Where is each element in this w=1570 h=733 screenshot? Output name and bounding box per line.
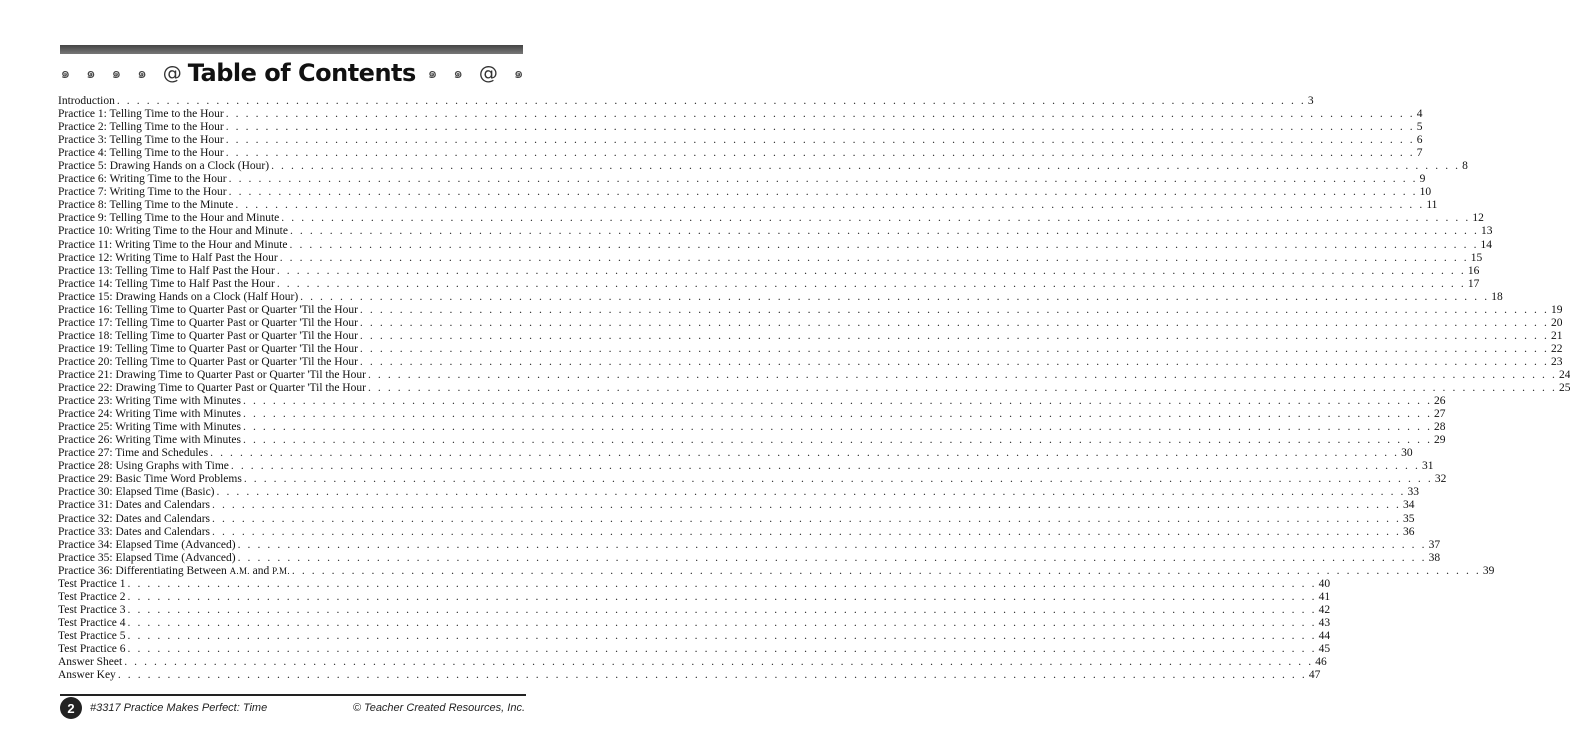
toc-leader-dots: . . . . . . . . . . . . . . . . . . . . . . . . . . . . . . . . . . . . . . . . . . . . . . . . . . . . . . . . . . . . . . . . . . . . . . . . . . . . . . . . . . . . . . . . . . . . . . . . . . . . . . . . . . . . . . . . . . . . . . . . [124,656,1314,669]
toc-entry [58,355,1563,369]
toc-entry [58,447,1413,460]
toc-leader-dots: . . . . . . . . . . . . . . . . . . . . . . . . . . . . . . . . . . . . . . . . . . . . . . . . . . . . . . . . . . . . . . . . . . . . . . . . . . . . . . . . . . . . . . . . . . . . . . . . . . . . . . . . . . . . . . . . . . . . . . . . [228,186,1418,199]
toc-entry-page: 3 [1307,95,1314,107]
swirl-big-icon: @ [478,61,498,84]
toc-entry [58,121,1423,134]
toc-entry-page: 4 [1416,108,1423,121]
toc-entry [58,564,1495,578]
toc-entry-label: Practice 2: Telling Time to the Hour [58,121,224,134]
toc-entry-label: Practice 33: Dates and Calendars [58,525,210,538]
toc-entry-page: 45 [1318,642,1331,655]
toc-entry [58,212,1484,225]
toc-entry [58,499,1415,512]
toc-entry-label: Practice 15: Drawing Hands on a Clock (Half Hour) [58,290,299,303]
toc-entry-label: Practice 8: Telling Time to the Minute [58,199,234,212]
page-number-badge [60,697,82,719]
header-rule [60,45,523,54]
toc-entry-page: 18 [1491,290,1503,303]
toc-entry [58,238,1493,252]
toc-leader-dots: . . . . . . . . . . . . . . . . . . . . . . . . . . . . . . . . . . . . . . . . . . . . . . . . . . . . . . . . . . . . . . . . . . . . . . . . . . . . . . . . . . . . . . . . . . . . . . . . . . . . . . . . . . . . . . . . . . . . . . . . [243,434,1433,447]
toc-leader-dots: . . . . . . . . . . . . . . . . . . . . . . . . . . . . . . . . . . . . . . . . . . . . . . . . . . . . . . . . . . . . . . . . . . . . . . . . . . . . . . . . . . . . . . . . . . . . . . . . . . . . . . . . . . . . . . . . . . . . . . . . [281,212,1471,225]
toc-entry [58,669,1321,682]
page-number: 2 [67,700,75,716]
toc-entry [58,160,1468,173]
toc-entry-label: Practice 14: Telling Time to Half Past the Hour [58,277,275,290]
toc-entry-page: 25 [1558,382,1570,395]
toc-leader-dots: . . . . . . . . . . . . . . . . . . . . . . . . . . . . . . . . . . . . . . . . . . . . . . . . . . . . . . . . . . . . . . . . . . . . . . . . . . . . . . . . . . . . . . . . . . . . . . . . . . . . . . . . . . . . . . . . . . . . . . . . [127,577,1317,590]
footer-rule [60,694,526,696]
toc-entry-label: Practice 12: Writing Time to Half Past the Hour [58,251,278,264]
table-of-contents [58,95,1570,682]
toc-leader-dots: . . . . . . . . . . . . . . . . . . . . . . . . . . . . . . . . . . . . . . . . . . . . . . . . . . . . . . . . . . . . . . . . . . . . . . . . . . . . . . . . . . . . . . . . . . . . . . . . . . . . . . . . . . . . . . . . . . . . . . . . [300,290,1490,303]
toc-leader-dots: . . . . . . . . . . . . . . . . . . . . . . . . . . . . . . . . . . . . . . . . . . . . . . . . . . . . . . . . . . . . . . . . . . . . . . . . . . . . . . . . . . . . . . . . . . . . . . . . . . . . . . . . . . . . . . . . . . . . . . . . [243,473,1433,486]
toc-entry-page: 12 [1472,212,1484,225]
toc-entry-page: 23 [1550,355,1563,368]
toc-leader-dots: . . . . . . . . . . . . . . . . . . . . . . . . . . . . . . . . . . . . . . . . . . . . . . . . . . . . . . . . . . . . . . . . . . . . . . . . . . . . . . . . . . . . . . . . . . . . . . . . . . . . . . . . . . . . . . . . . . . . . . . . [212,525,1402,538]
toc-entry-page: 43 [1318,616,1331,629]
toc-entry [58,251,1483,265]
toc-leader-dots: . . . . . . . . . . . . . . . . . . . . . . . . . . . . . . . . . . . . . . . . . . . . . . . . . . . . . . . . . . . . . . . . . . . . . . . . . . . . . . . . . . . . . . . . . . . . . . . . . . . . . . . . . . . . . . . . . . . . . . . . [212,499,1402,512]
toc-leader-dots: . . . . . . . . . . . . . . . . . . . . . . . . . . . . . . . . . . . . . . . . . . . . . . . . . . . . . . . . . . . . . . . . . . . . . . . . . . . . . . . . . . . . . . . . . . . . . . . . . . . . . . . . . . . . . . . . . . . . . . . . [359,342,1549,355]
toc-entry-page: 47 [1308,669,1321,682]
toc-entry-label: Answer Sheet [58,656,123,669]
toc-leader-dots: . . . . . . . . . . . . . . . . . . . . . . . . . . . . . . . . . . . . . . . . . . . . . . . . . . . . . . . . . . . . . . . . . . . . . . . . . . . . . . . . . . . . . . . . . . . . . . . . . . . . . . . . . . . . . . . . . . . . . . . . [279,251,1469,264]
toc-entry [58,382,1570,395]
right-swirl-group [427,61,524,84]
toc-entry-page: 20 [1550,316,1563,329]
toc-entry [58,590,1331,604]
page-title: Table of Contents [187,59,416,87]
toc-entry-label: Test Practice 6 [58,642,126,655]
toc-entry-label: Practice 34: Elapsed Time (Advanced) [58,538,236,551]
toc-entry [58,629,1331,643]
toc-entry [58,329,1563,343]
swirl-icon: ๑ [137,63,147,82]
toc-entry-label: Test Practice 1 [58,577,126,590]
toc-entry-page: 13 [1480,225,1493,238]
toc-entry [58,577,1331,591]
toc-entry-label: Practice 4: Telling Time to the Hour [58,147,224,160]
toc-entry-page: 33 [1407,486,1420,499]
toc-entry [58,303,1563,317]
toc-entry-label: Practice 24: Writing Time with Minutes [58,408,242,421]
toc-entry-page: 9 [1419,173,1426,186]
page-header [52,58,532,88]
toc-entry-label: Practice 9: Telling Time to the Hour and Minute [58,212,280,225]
toc-leader-dots: . . . . . . . . . . . . . . . . . . . . . . . . . . . . . . . . . . . . . . . . . . . . . . . . . . . . . . . . . . . . . . . . . . . . . . . . . . . . . . . . . . . . . . . . . . . . . . . . . . . . . . . . . . . . . . . . . . . . . . . . [116,95,1306,107]
toc-entry [58,225,1493,238]
toc-entry-page: 24 [1558,368,1570,381]
toc-entry [58,642,1331,656]
toc-entry [58,368,1570,382]
toc-leader-dots: . . . . . . . . . . . . . . . . . . . . . . . . . . . . . . . . . . . . . . . . . . . . . . . . . . . . . . . . . . . . . . . . . . . . . . . . . . . . . . . . . . . . . . . . . . . . . . . . . . . . . . . . . . . . . . . . . . . . . . . . [237,538,1427,551]
swirl-icon: ๑ [513,63,524,82]
toc-entry-page: 40 [1318,577,1331,590]
toc-entry-label: Test Practice 3 [58,603,126,616]
toc-entry-page: 14 [1480,238,1493,251]
toc-entry [58,460,1434,473]
toc-entry-page: 29 [1434,434,1446,447]
toc-entry-label: Practice 35: Elapsed Time (Advanced) [58,551,236,564]
toc-entry-page: 28 [1434,421,1446,434]
footer-copyright: © Teacher Created Resources, Inc. [352,702,525,714]
toc-entry-label: Test Practice 2 [58,590,126,603]
toc-leader-dots: . . . . . . . . . . . . . . . . . . . . . . . . . . . . . . . . . . . . . . . . . . . . . . . . . . . . . . . . . . . . . . . . . . . . . . . . . . . . . . . . . . . . . . . . . . . . . . . . . . . . . . . . . . . . . . . . . . . . . . . . [276,264,1466,277]
toc-entry-label: Practice 25: Writing Time with Minutes [58,421,242,434]
toc-entry-label: Practice 28: Using Graphs with Time [58,460,229,473]
toc-leader-dots: . . . . . . . . . . . . . . . . . . . . . . . . . . . . . . . . . . . . . . . . . . . . . . . . . . . . . . . . . . . . . . . . . . . . . . . . . . . . . . . . . . . . . . . . . . . . . . . . . . . . . . . . . . . . . . . . . . . . . . . . [367,368,1557,381]
toc-entry-label: Practice 7: Writing Time to the Hour [58,186,227,199]
toc-leader-dots: . . . . . . . . . . . . . . . . . . . . . . . . . . . . . . . . . . . . . . . . . . . . . . . . . . . . . . . . . . . . . . . . . . . . . . . . . . . . . . . . . . . . . . . . . . . . . . . . . . . . . . . . . . . . . . . . . . . . . . . . [243,395,1433,408]
toc-entry [58,603,1331,617]
left-swirl-group [60,61,182,84]
toc-entry-page: 8 [1462,160,1468,173]
toc-entry [58,656,1327,669]
toc-entry [58,108,1423,121]
toc-leader-dots: . . . . . . . . . . . . . . . . . . . . . . . . . . . . . . . . . . . . . . . . . . . . . . . . . . . . . . . . . . . . . . . . . . . . . . . . . . . . . . . . . . . . . . . . . . . . . . . . . . . . . . . . . . . . . . . . . . . . . . . . [225,121,1415,134]
toc-entry-page: 42 [1318,603,1331,616]
toc-leader-dots: . . . . . . . . . . . . . . . . . . . . . . . . . . . . . . . . . . . . . . . . . . . . . . . . . . . . . . . . . . . . . . . . . . . . . . . . . . . . . . . . . . . . . . . . . . . . . . . . . . . . . . . . . . . . . . . . . . . . . . . . [243,421,1433,434]
toc-entry-label: Answer Key [58,669,116,682]
toc-leader-dots: . . . . . . . . . . . . . . . . . . . . . . . . . . . . . . . . . . . . . . . . . . . . . . . . . . . . . . . . . . . . . . . . . . . . . . . . . . . . . . . . . . . . . . . . . . . . . . . . . . . . . . . . . . . . . . . . . . . . . . . . [127,603,1317,616]
toc-leader-dots: . . . . . . . . . . . . . . . . . . . . . . . . . . . . . . . . . . . . . . . . . . . . . . . . . . . . . . . . . . . . . . . . . . . . . . . . . . . . . . . . . . . . . . . . . . . . . . . . . . . . . . . . . . . . . . . . . . . . . . . . [291,564,1481,577]
toc-entry [58,486,1420,499]
toc-entry-label: Practice 18: Telling Time to Quarter Past or Quarter 'Til the Hour [58,329,358,342]
toc-entry-label: Practice 17: Telling Time to Quarter Past or Quarter 'Til the Hour [58,316,358,329]
toc-leader-dots: . . . . . . . . . . . . . . . . . . . . . . . . . . . . . . . . . . . . . . . . . . . . . . . . . . . . . . . . . . . . . . . . . . . . . . . . . . . . . . . . . . . . . . . . . . . . . . . . . . . . . . . . . . . . . . . . . . . . . . . . [271,160,1461,173]
toc-entry-page: 44 [1318,629,1331,642]
toc-entry-page: 32 [1434,473,1447,486]
swirl-icon: ๑ [453,63,463,82]
toc-entry-page: 30 [1401,447,1413,460]
toc-entry [58,551,1441,565]
toc-entry [58,186,1432,199]
toc-entry-page: 36 [1403,525,1415,538]
toc-entry-label: Practice 30: Elapsed Time (Basic) [58,486,215,499]
toc-entry-page: 21 [1550,329,1563,342]
swirl-big-icon: @ [162,61,182,84]
toc-entry-label: Practice 5: Drawing Hands on a Clock (Hour) [58,160,270,173]
toc-entry [58,173,1426,186]
toc-entry-label: Practice 36: Differentiating Between A.M. and P.M. [58,564,290,577]
toc-entry-page: 6 [1416,134,1423,147]
toc-entry-label: Test Practice 4 [58,616,126,629]
toc-leader-dots: . . . . . . . . . . . . . . . . . . . . . . . . . . . . . . . . . . . . . . . . . . . . . . . . . . . . . . . . . . . . . . . . . . . . . . . . . . . . . . . . . . . . . . . . . . . . . . . . . . . . . . . . . . . . . . . . . . . . . . . . [237,551,1427,564]
toc-entry [58,421,1446,434]
toc-entry [58,95,1314,108]
toc-entry-label: Practice 16: Telling Time to Quarter Past or Quarter 'Til the Hour [58,303,358,316]
toc-entry-label: Practice 20: Telling Time to Quarter Past or Quarter 'Til the Hour [58,355,358,368]
toc-entry-page: 19 [1550,303,1563,316]
toc-entry-page: 39 [1482,564,1495,577]
toc-entry-label: Practice 3: Telling Time to the Hour [58,134,224,147]
toc-entry-label: Practice 22: Drawing Time to Quarter Past or Quarter 'Til the Hour [58,382,366,395]
toc-entry [58,290,1503,304]
toc-entry-label: Introduction [58,95,115,107]
toc-entry [58,134,1423,147]
toc-leader-dots: . . . . . . . . . . . . . . . . . . . . . . . . . . . . . . . . . . . . . . . . . . . . . . . . . . . . . . . . . . . . . . . . . . . . . . . . . . . . . . . . . . . . . . . . . . . . . . . . . . . . . . . . . . . . . . . . . . . . . . . . [359,329,1549,342]
toc-leader-dots: . . . . . . . . . . . . . . . . . . . . . . . . . . . . . . . . . . . . . . . . . . . . . . . . . . . . . . . . . . . . . . . . . . . . . . . . . . . . . . . . . . . . . . . . . . . . . . . . . . . . . . . . . . . . . . . . . . . . . . . . [127,616,1317,629]
toc-entry-page: 7 [1416,147,1423,160]
toc-entry-page: 34 [1403,499,1415,512]
toc-entry-label: Practice 10: Writing Time to the Hour and Minute [58,225,288,238]
toc-leader-dots: . . . . . . . . . . . . . . . . . . . . . . . . . . . . . . . . . . . . . . . . . . . . . . . . . . . . . . . . . . . . . . . . . . . . . . . . . . . . . . . . . . . . . . . . . . . . . . . . . . . . . . . . . . . . . . . . . . . . . . . . [276,277,1466,290]
toc-leader-dots: . . . . . . . . . . . . . . . . . . . . . . . . . . . . . . . . . . . . . . . . . . . . . . . . . . . . . . . . . . . . . . . . . . . . . . . . . . . . . . . . . . . . . . . . . . . . . . . . . . . . . . . . . . . . . . . . . . . . . . . . [235,199,1425,212]
toc-entry-page: 27 [1434,408,1446,421]
toc-entry [58,316,1563,330]
toc-leader-dots: . . . . . . . . . . . . . . . . . . . . . . . . . . . . . . . . . . . . . . . . . . . . . . . . . . . . . . . . . . . . . . . . . . . . . . . . . . . . . . . . . . . . . . . . . . . . . . . . . . . . . . . . . . . . . . . . . . . . . . . . [210,447,1400,460]
toc-entry [58,395,1446,408]
toc-entry-page: 41 [1318,590,1331,603]
toc-entry-page: 46 [1315,656,1327,669]
toc-entry-label: Test Practice 5 [58,629,126,642]
toc-entry-label: Practice 26: Writing Time with Minutes [58,434,242,447]
toc-leader-dots: . . . . . . . . . . . . . . . . . . . . . . . . . . . . . . . . . . . . . . . . . . . . . . . . . . . . . . . . . . . . . . . . . . . . . . . . . . . . . . . . . . . . . . . . . . . . . . . . . . . . . . . . . . . . . . . . . . . . . . . . [359,316,1549,329]
toc-entry [58,525,1415,539]
toc-leader-dots: . . . . . . . . . . . . . . . . . . . . . . . . . . . . . . . . . . . . . . . . . . . . . . . . . . . . . . . . . . . . . . . . . . . . . . . . . . . . . . . . . . . . . . . . . . . . . . . . . . . . . . . . . . . . . . . . . . . . . . . . [225,108,1415,121]
toc-entry [58,342,1563,356]
toc-entry-page: 11 [1426,199,1438,212]
toc-entry-label: Practice 29: Basic Time Word Problems [58,473,242,486]
toc-entry [58,199,1438,212]
toc-entry-page: 22 [1550,342,1563,355]
toc-entry-label: Practice 27: Time and Schedules [58,447,209,460]
toc-entry [58,616,1331,630]
toc-entry-label: Practice 1: Telling Time to the Hour [58,108,224,121]
toc-entry-label: Practice 31: Dates and Calendars [58,499,210,512]
swirl-icon: ๑ [60,63,71,82]
toc-leader-dots: . . . . . . . . . . . . . . . . . . . . . . . . . . . . . . . . . . . . . . . . . . . . . . . . . . . . . . . . . . . . . . . . . . . . . . . . . . . . . . . . . . . . . . . . . . . . . . . . . . . . . . . . . . . . . . . . . . . . . . . . [225,147,1415,160]
toc-entry [58,538,1441,552]
toc-entry-label: Practice 21: Drawing Time to Quarter Past or Quarter 'Til the Hour [58,368,366,381]
toc-entry [58,512,1415,526]
toc-entry-page: 16 [1467,264,1480,277]
toc-leader-dots: . . . . . . . . . . . . . . . . . . . . . . . . . . . . . . . . . . . . . . . . . . . . . . . . . . . . . . . . . . . . . . . . . . . . . . . . . . . . . . . . . . . . . . . . . . . . . . . . . . . . . . . . . . . . . . . . . . . . . . . . [216,486,1406,499]
toc-entry-page: 31 [1421,460,1434,473]
toc-entry-page: 35 [1403,512,1415,525]
toc-entry-page: 10 [1419,186,1432,199]
toc-entry-label: Practice 19: Telling Time to Quarter Past or Quarter 'Til the Hour [58,342,358,355]
toc-leader-dots: . . . . . . . . . . . . . . . . . . . . . . . . . . . . . . . . . . . . . . . . . . . . . . . . . . . . . . . . . . . . . . . . . . . . . . . . . . . . . . . . . . . . . . . . . . . . . . . . . . . . . . . . . . . . . . . . . . . . . . . . [212,512,1402,525]
toc-leader-dots: . . . . . . . . . . . . . . . . . . . . . . . . . . . . . . . . . . . . . . . . . . . . . . . . . . . . . . . . . . . . . . . . . . . . . . . . . . . . . . . . . . . . . . . . . . . . . . . . . . . . . . . . . . . . . . . . . . . . . . . . [225,134,1415,147]
toc-leader-dots: . . . . . . . . . . . . . . . . . . . . . . . . . . . . . . . . . . . . . . . . . . . . . . . . . . . . . . . . . . . . . . . . . . . . . . . . . . . . . . . . . . . . . . . . . . . . . . . . . . . . . . . . . . . . . . . . . . . . . . . . [289,225,1479,238]
swirl-icon: ๑ [111,63,122,82]
toc-entry [58,434,1446,447]
toc-entry-page: 26 [1434,395,1446,408]
toc-entry-label: Practice 32: Dates and Calendars [58,512,210,525]
toc-leader-dots: . . . . . . . . . . . . . . . . . . . . . . . . . . . . . . . . . . . . . . . . . . . . . . . . . . . . . . . . . . . . . . . . . . . . . . . . . . . . . . . . . . . . . . . . . . . . . . . . . . . . . . . . . . . . . . . . . . . . . . . . [127,590,1317,603]
toc-entry [58,264,1480,278]
toc-entry [58,473,1447,486]
toc-entry [58,277,1480,291]
toc-leader-dots: . . . . . . . . . . . . . . . . . . . . . . . . . . . . . . . . . . . . . . . . . . . . . . . . . . . . . . . . . . . . . . . . . . . . . . . . . . . . . . . . . . . . . . . . . . . . . . . . . . . . . . . . . . . . . . . . . . . . . . . . [127,629,1317,642]
toc-entry-label: Practice 23: Writing Time with Minutes [58,395,242,408]
toc-leader-dots: . . . . . . . . . . . . . . . . . . . . . . . . . . . . . . . . . . . . . . . . . . . . . . . . . . . . . . . . . . . . . . . . . . . . . . . . . . . . . . . . . . . . . . . . . . . . . . . . . . . . . . . . . . . . . . . . . . . . . . . . [367,382,1557,395]
toc-leader-dots: . . . . . . . . . . . . . . . . . . . . . . . . . . . . . . . . . . . . . . . . . . . . . . . . . . . . . . . . . . . . . . . . . . . . . . . . . . . . . . . . . . . . . . . . . . . . . . . . . . . . . . . . . . . . . . . . . . . . . . . . [127,642,1317,655]
toc-entry-label: Practice 11: Writing Time to the Hour and Minute [58,238,288,251]
toc-leader-dots: . . . . . . . . . . . . . . . . . . . . . . . . . . . . . . . . . . . . . . . . . . . . . . . . . . . . . . . . . . . . . . . . . . . . . . . . . . . . . . . . . . . . . . . . . . . . . . . . . . . . . . . . . . . . . . . . . . . . . . . . [359,355,1549,368]
toc-leader-dots: . . . . . . . . . . . . . . . . . . . . . . . . . . . . . . . . . . . . . . . . . . . . . . . . . . . . . . . . . . . . . . . . . . . . . . . . . . . . . . . . . . . . . . . . . . . . . . . . . . . . . . . . . . . . . . . . . . . . . . . . [289,238,1479,251]
toc-entry-page: 5 [1416,121,1423,134]
toc-entry-page: 37 [1428,538,1441,551]
toc-entry [58,408,1446,421]
toc-leader-dots: . . . . . . . . . . . . . . . . . . . . . . . . . . . . . . . . . . . . . . . . . . . . . . . . . . . . . . . . . . . . . . . . . . . . . . . . . . . . . . . . . . . . . . . . . . . . . . . . . . . . . . . . . . . . . . . . . . . . . . . . [243,408,1433,421]
toc-leader-dots: . . . . . . . . . . . . . . . . . . . . . . . . . . . . . . . . . . . . . . . . . . . . . . . . . . . . . . . . . . . . . . . . . . . . . . . . . . . . . . . . . . . . . . . . . . . . . . . . . . . . . . . . . . . . . . . . . . . . . . . . [359,303,1549,316]
swirl-icon: ๑ [86,63,96,82]
toc-entry-label: Practice 6: Writing Time to the Hour [58,173,227,186]
toc-entry [58,147,1423,160]
toc-leader-dots: . . . . . . . . . . . . . . . . . . . . . . . . . . . . . . . . . . . . . . . . . . . . . . . . . . . . . . . . . . . . . . . . . . . . . . . . . . . . . . . . . . . . . . . . . . . . . . . . . . . . . . . . . . . . . . . . . . . . . . . . [117,669,1307,682]
footer-book-title: #3317 Practice Makes Perfect: Time [90,702,268,714]
toc-entry-page: 38 [1428,551,1441,564]
toc-entry-label: Practice 13: Telling Time to Half Past the Hour [58,264,275,277]
toc-entry-page: 17 [1467,277,1480,290]
toc-entry-page: 15 [1470,251,1483,264]
swirl-icon: ๑ [427,63,438,82]
toc-leader-dots: . . . . . . . . . . . . . . . . . . . . . . . . . . . . . . . . . . . . . . . . . . . . . . . . . . . . . . . . . . . . . . . . . . . . . . . . . . . . . . . . . . . . . . . . . . . . . . . . . . . . . . . . . . . . . . . . . . . . . . . . [228,173,1418,186]
toc-leader-dots: . . . . . . . . . . . . . . . . . . . . . . . . . . . . . . . . . . . . . . . . . . . . . . . . . . . . . . . . . . . . . . . . . . . . . . . . . . . . . . . . . . . . . . . . . . . . . . . . . . . . . . . . . . . . . . . . . . . . . . . . [230,460,1420,473]
